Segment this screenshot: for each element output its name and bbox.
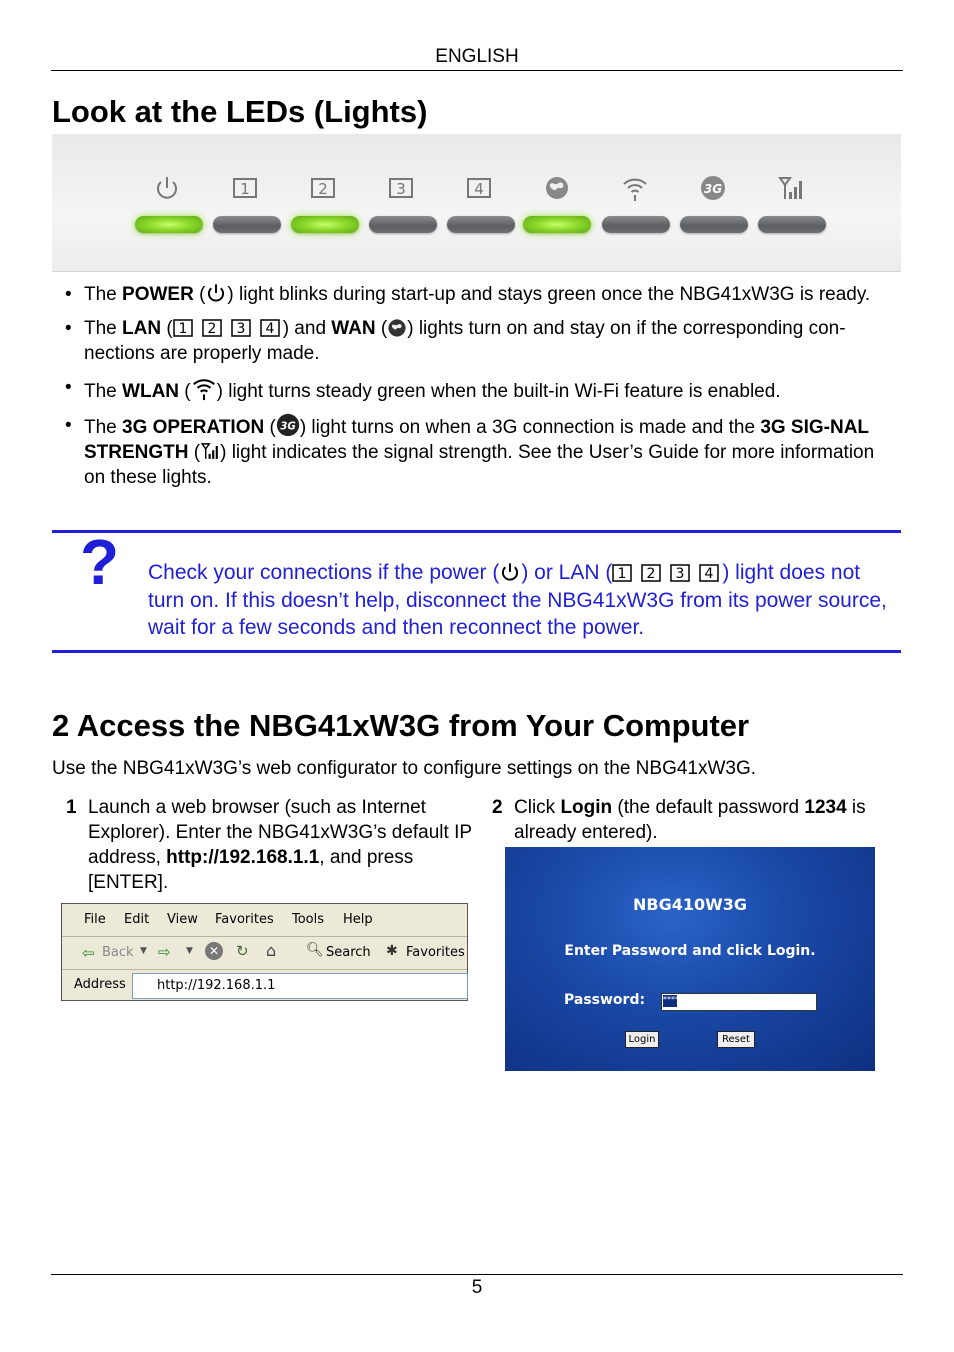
search-button[interactable]: Search — [326, 945, 371, 960]
lan-ports-icon — [612, 563, 722, 583]
lan-ports-icon — [173, 318, 283, 338]
signal-strength-icon — [777, 174, 805, 202]
svg-text:1: 1 — [178, 321, 188, 337]
wlan-icon — [191, 375, 217, 401]
note-rule-top — [52, 530, 901, 533]
menu-edit[interactable]: Edit — [124, 912, 150, 927]
led-description-list — [60, 282, 900, 499]
wan-globe-icon — [543, 174, 571, 202]
address-input[interactable] — [132, 973, 468, 999]
chevron-down-icon[interactable]: ▼ — [140, 946, 147, 956]
svg-text:3G: 3G — [703, 182, 723, 196]
step-number: 2 — [492, 797, 503, 818]
led-power — [135, 216, 203, 233]
list-item: • The 3G OPERATION ( 3G ) light turns on when a 3G connection is made and the 3G SIG-NAL STRENGTH ( ) light indicates the signal strength. See the User’s Guide for more information on these lights. — [60, 413, 900, 490]
forward-arrow-icon[interactable]: ⇨ — [158, 943, 171, 961]
svg-text:3: 3 — [396, 180, 406, 198]
step-number: 1 — [66, 797, 77, 818]
note-text: Check your connections if the power ( ) or LAN ( 1 2 3 4 ) light does not turn on. If this doesn’t help, disconnect the NBG41xW3G from its power source, wait for a few seconds and then reconnect the power. — [148, 561, 887, 639]
login-model-name: NBG410W3G — [632, 895, 748, 914]
svg-text:1: 1 — [240, 180, 250, 198]
led-lan3 — [369, 216, 437, 233]
menu-favorites[interactable]: Favorites — [215, 912, 274, 927]
menu-help[interactable]: Help — [343, 912, 373, 927]
section-title-access: 2 Access the NBG41xW3G from Your Computer — [52, 708, 750, 743]
led-lan1 — [213, 216, 281, 233]
back-button[interactable]: Back — [102, 945, 134, 960]
lan3-icon — [387, 174, 415, 202]
led-wlan — [602, 216, 670, 233]
browser-address-bar — [62, 970, 467, 1000]
led-lan2 — [291, 216, 359, 233]
login-button[interactable]: Login — [625, 1031, 659, 1048]
list-item: • The LAN ( 1 2 3 4 ) and WAN ( ) lights turn on and stay on if the corresponding con-nections are properly made. — [60, 316, 900, 366]
back-arrow-icon[interactable]: ⇦ — [82, 944, 95, 962]
home-icon[interactable]: ⌂ — [266, 941, 277, 960]
lan2-icon — [309, 174, 337, 202]
page-number: 5 — [471, 1277, 483, 1298]
led-3g — [680, 216, 748, 233]
browser-screenshot — [61, 903, 468, 1001]
menu-file[interactable]: File — [84, 912, 106, 927]
section-title-leds: Look at the LEDs (Lights) — [52, 94, 428, 129]
stop-icon[interactable]: ✕ — [205, 942, 223, 960]
3g-icon — [276, 413, 300, 437]
list-item: • The WLAN ( ) light turns steady green when the built-in Wi-Fi feature is enabled. — [60, 375, 900, 404]
login-screenshot — [505, 847, 875, 1071]
note-question-icon: ? — [80, 526, 120, 598]
power-icon — [205, 282, 227, 304]
search-icon[interactable]: 🔍︎ — [306, 942, 324, 958]
lan1-icon — [231, 174, 259, 202]
svg-text:2: 2 — [646, 566, 656, 582]
svg-text:2: 2 — [318, 180, 328, 198]
led-panel — [52, 134, 901, 272]
signal-strength-icon — [200, 440, 220, 462]
power-icon — [153, 174, 181, 202]
password-label: Password: — [564, 992, 646, 1008]
refresh-icon[interactable]: ↻ — [236, 942, 249, 960]
browser-toolbar — [62, 937, 467, 970]
power-icon — [499, 561, 521, 583]
svg-text:1: 1 — [617, 566, 627, 582]
menu-view[interactable]: View — [167, 912, 198, 927]
svg-text:4: 4 — [474, 180, 484, 198]
login-prompt: Enter Password and click Login. — [564, 943, 816, 959]
svg-text:4: 4 — [265, 321, 275, 337]
wlan-icon — [621, 174, 649, 202]
browser-menu-bar — [62, 904, 467, 937]
password-mask: **** — [663, 995, 677, 1007]
wan-globe-icon — [387, 318, 407, 338]
address-label: Address — [74, 977, 126, 992]
note-rule-bottom — [52, 650, 901, 653]
section-intro: Use the NBG41xW3G’s web configurator to configure settings on the NBG41xW3G. — [52, 758, 757, 779]
svg-text:4: 4 — [704, 566, 714, 582]
step-2: 2 Click Login (the default password 1234 is already entered). — [492, 797, 866, 843]
header-language: ENGLISH — [435, 46, 519, 67]
lan4-icon — [465, 174, 493, 202]
led-wan — [523, 216, 591, 233]
menu-tools[interactable]: Tools — [292, 912, 325, 927]
led-signal — [758, 216, 826, 233]
favorites-button[interactable]: Favorites — [406, 945, 465, 960]
step-1: 1 Launch a web browser (such as Internet Explorer). Enter the NBG41xW3G’s default IP address, http://192.168.1.1, and press [ENTER]. — [66, 797, 472, 893]
reset-button[interactable]: Reset — [717, 1031, 755, 1048]
header-rule — [51, 70, 903, 71]
footer-rule — [51, 1274, 903, 1275]
led-lan4 — [447, 216, 515, 233]
svg-text:3: 3 — [675, 566, 685, 582]
svg-text:2: 2 — [207, 321, 217, 337]
svg-text:3: 3 — [236, 321, 246, 337]
password-field[interactable] — [661, 993, 817, 1011]
favorites-star-icon[interactable]: ✱ — [386, 943, 398, 959]
svg-text:3G: 3G — [280, 420, 296, 433]
3g-icon — [699, 174, 727, 202]
chevron-down-icon[interactable]: ▼ — [186, 946, 193, 956]
list-item: • The POWER ( ) light blinks during start-up and stays green once the NBG41xW3G is ready. — [60, 282, 900, 307]
address-value: http://192.168.1.1 — [157, 978, 276, 993]
